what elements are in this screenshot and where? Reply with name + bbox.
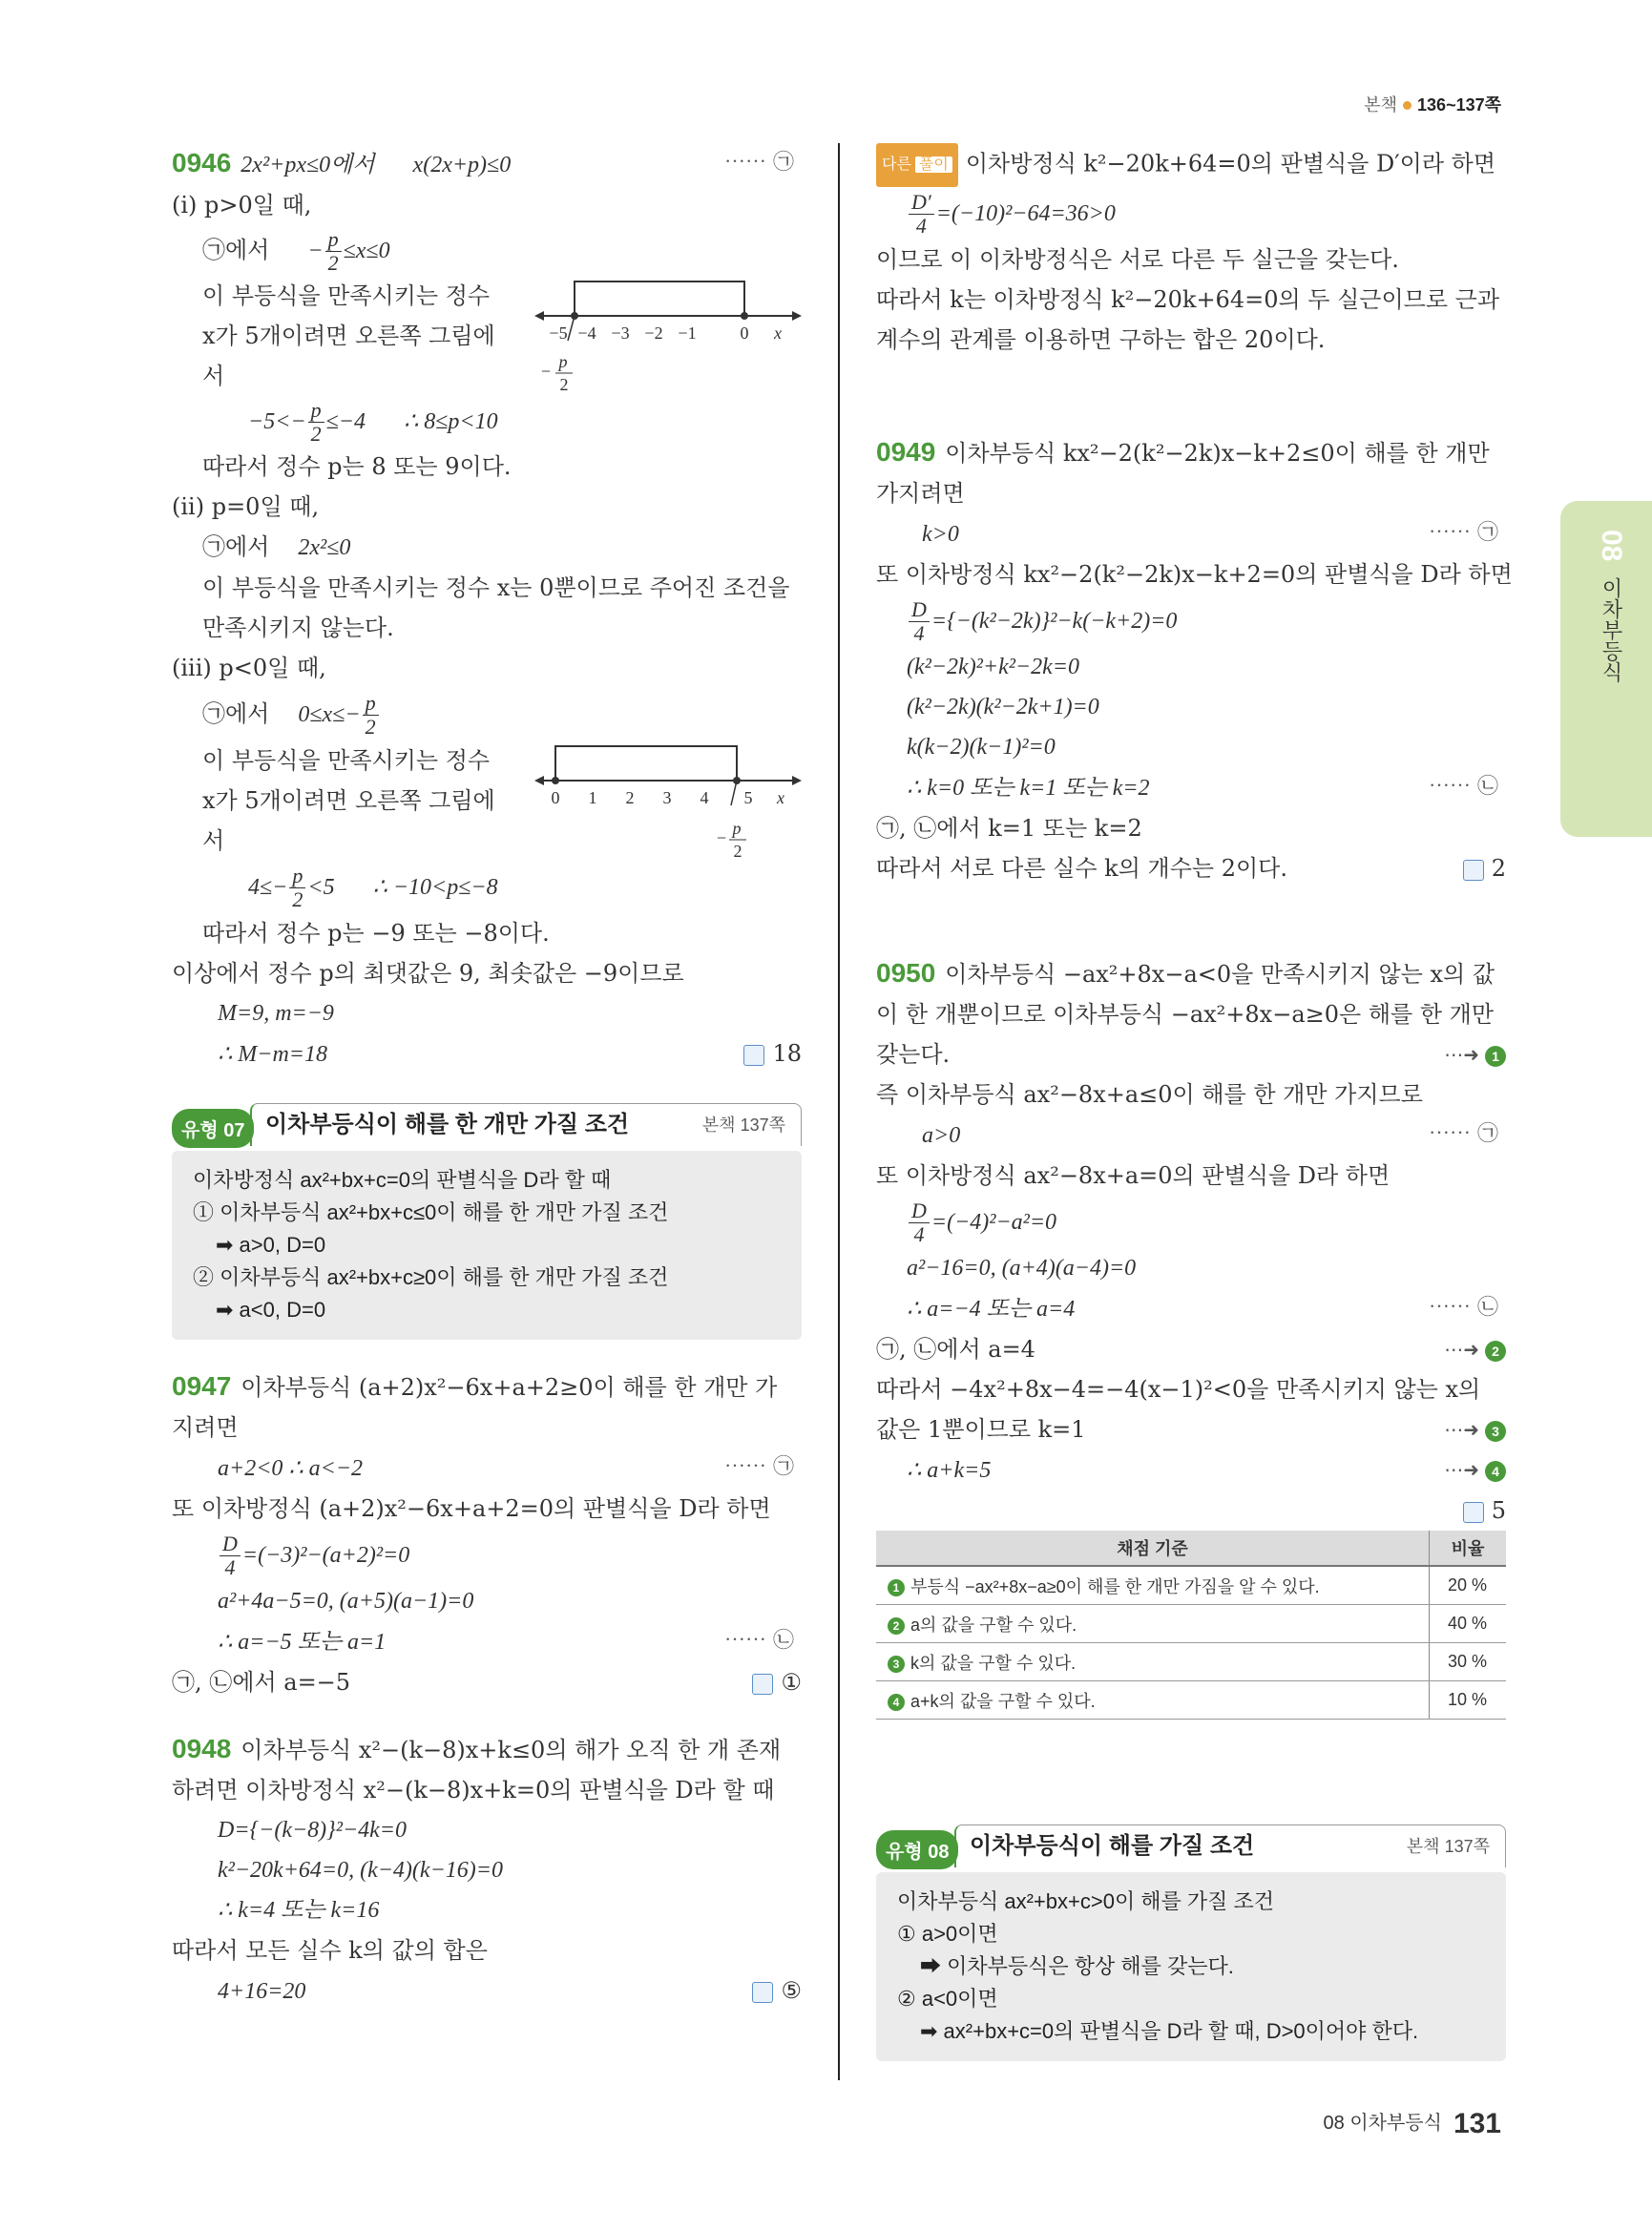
equation: =(−3)²−(a+2)²=0	[241, 1543, 410, 1568]
footer-chapter: 08 이차부등식	[1323, 2113, 1442, 2134]
text: 이 부등식을 만족시키는 정수	[202, 747, 491, 774]
fraction: $\frac{p}{2}$	[363, 692, 379, 739]
text: 값은 1뿐이므로 k=1	[876, 1416, 1086, 1443]
equation: −5<−	[248, 409, 306, 434]
text: 이차부등식 −ax²+8x−a<0을 만족시키지 않는 x의 값	[945, 961, 1495, 988]
text: 지려면	[172, 1414, 239, 1441]
problem-number: 0947	[172, 1371, 232, 1401]
equation: k²−20k+64=0, (k−4)(k−16)=0	[218, 1858, 503, 1883]
tick-label: −2	[644, 323, 663, 343]
type-tag: 유형 08	[876, 1830, 958, 1869]
text: 이 부등식을 만족시키는 정수	[202, 282, 491, 309]
marker: ⋯⋯ ㉠	[724, 151, 794, 175]
summary-line: ① a>0이면	[897, 1922, 998, 1946]
fraction: $\frac{p}{2}$	[325, 228, 342, 275]
fraction: $\frac{D}{4}$	[909, 1199, 930, 1246]
tick-label: 4	[700, 788, 709, 807]
fraction: $\frac{p}{2}$	[289, 865, 305, 911]
marker: ⋯⋯ ㉠	[1429, 1122, 1498, 1146]
tick-label: p	[558, 352, 568, 371]
marker: ⋯⋯ ㉠	[724, 1455, 794, 1479]
equation: a+2<0 ∴ a<−2	[218, 1456, 364, 1481]
text: 이차방정식 k²−20k+64=0의 판별식을 D′이라 하면	[965, 150, 1496, 177]
type-ref: 본책 137쪽	[1406, 1837, 1490, 1856]
number-line-1	[534, 272, 811, 406]
text: 만족시키지 않는다.	[202, 615, 394, 641]
scoring-table	[876, 1531, 1506, 1720]
problem-0950: 0950 이차부등식 −ax²+8x−a<0을 만족시키지 않는 x의 값 이 한 개뿐이므로 이차부등식 −ax²+8x−a≥0은 해를 한 개만 갖는다. ⋯➜ 1 즉 이차부등식 ax²−8x+a≤0이 해를 한 개만 가지므로 a>0 ⋯⋯ ㉠ 또 이차방정식 ax²−8x+a=0의 판별식을 D라 하면 $\frac{D}{4}$ =(−4)²−a²=0 a²−16=0, (a+4)(a−4)=0 ∴ a=−4 또는 a=4 ⋯⋯ ㉡ ㉠, ㉡에서 a=4 ⋯➜ 2 따라서 −4x²+8x−4=−4(x−1)²<0을 만족시키지 않는 x의 값은 1뿐이므로 k=1 ⋯➜ 3 ∴ a+k=5 ⋯➜ 4 5 채점 기준 비율 1 부등식 −ax²+8x−a≥0이 해를 한 개만 가짐을 알 수 있다. 20 % 2 a의 값을 구할 수 있다. 40 % 3 k의 값을 구할 수 있다. 30 % 4 a+k의 값을 구할 수 있다. 10 %	[876, 953, 1506, 1720]
marker: ⋯⋯ ㉡	[1429, 1296, 1498, 1320]
equation: x(2x+p)≤0	[412, 153, 512, 177]
step-marker: 3	[1485, 1421, 1506, 1442]
text: 하려면 이차방정식 x²−(k−8)x+k=0의 판별식을 D라 할 때	[172, 1777, 775, 1804]
problem-0948	[172, 1729, 802, 2012]
alternative-solution	[876, 143, 1506, 360]
text: 따라서 모든 실수 k의 값의 합은	[172, 1937, 488, 1964]
summary-line: 이차부등식 ax²+bx+c>0이 해를 가질 조건	[897, 1889, 1275, 1913]
text: 또 이차방정식 (a+2)x²−6x+a+2=0의 판별식을 D라 하면	[172, 1495, 771, 1522]
tick-label: −3	[611, 323, 630, 343]
text: ㉠에서	[202, 533, 270, 560]
equation: D={−(k−8)}²−4k=0	[218, 1818, 407, 1843]
tick-label: −	[716, 828, 727, 847]
table-header: 채점 기준	[876, 1531, 1430, 1566]
tick-label: 2	[559, 375, 569, 394]
text: x가 5개이려면 오른쪽 그림에	[202, 787, 495, 814]
equation: ∴ 8≤p<10	[403, 409, 498, 434]
text: 서	[202, 827, 225, 854]
text: 따라서 정수 p는 8 또는 9이다.	[202, 453, 512, 480]
text: 이차부등식 x²−(k−8)x+k≤0의 해가 오직 한 개 존재	[240, 1737, 782, 1763]
step-marker: 1	[1485, 1046, 1506, 1067]
tick-label: 0	[740, 323, 749, 343]
tick-label: −5	[549, 323, 568, 343]
text: 이차부등식 kx²−2(k²−2k)x−k+2≤0이 해를 한 개만	[945, 440, 1490, 467]
equation: ={−(k²−2k)}²−k(−k+2)=0	[931, 609, 1178, 634]
chapter-number: 08	[1596, 530, 1627, 562]
equation: k(k−2)(k−1)²=0	[907, 735, 1056, 760]
summary-line: ② 이차부등식 ax²+bx+c≥0이 해를 한 개만 가질 조건	[193, 1265, 669, 1289]
text: 이 한 개뿐이므로 이차부등식 −ax²+8x−a≥0은 해를 한 개만	[876, 1001, 1494, 1028]
tick-label: 5	[743, 788, 753, 807]
equation: a>0	[922, 1123, 961, 1148]
marker: ⋯⋯ ㉡	[1429, 775, 1498, 799]
left-column	[172, 143, 802, 2012]
equation: ∴ k=0 또는 k=1 또는 k=2	[907, 776, 1150, 801]
equation: <5	[307, 875, 335, 900]
equation: M=9, m=−9	[218, 1001, 334, 1026]
equation: 2x²+px≤0에서	[240, 153, 375, 177]
text: 이차부등식 (a+2)x²−6x+a+2≥0이 해를 한 개만 가	[240, 1374, 778, 1401]
page-number: 131	[1453, 2107, 1501, 2139]
type-title: 이차부등식이 해를 한 개만 가질 조건	[265, 1112, 630, 1137]
answer: 2	[1463, 848, 1506, 888]
case-label: (ii) p=0일 때,	[172, 493, 320, 520]
fraction: $\frac{p}{2}$	[308, 399, 324, 446]
equation: 0≤x≤−	[298, 702, 361, 727]
type-08-header	[876, 1824, 1506, 1872]
summary-line: ② a<0이면	[897, 1987, 998, 2011]
case-label: (iii) p<0일 때,	[172, 655, 326, 681]
problem-0949	[876, 432, 1513, 888]
equation: 2x²≤0	[298, 535, 351, 560]
equation: ≤−4	[325, 409, 366, 434]
number-line-2	[534, 735, 811, 868]
answer: 18	[743, 1033, 802, 1074]
tick-label: p	[732, 819, 742, 838]
equation: =(−4)²−a²=0	[931, 1210, 1057, 1235]
summary-line: 이차방정식 ax²+bx+c=0의 판별식을 D라 할 때	[193, 1168, 612, 1192]
problem-0946	[172, 143, 802, 1074]
text: 서	[202, 363, 225, 389]
problem-number: 0946	[172, 148, 232, 177]
table-header: 비율	[1430, 1531, 1507, 1566]
text: 이므로 이 이차방정식은 서로 다른 두 실근을 갖는다.	[876, 246, 1399, 273]
answer: 5	[1463, 1491, 1506, 1531]
fraction: $\frac{D}{4}$	[220, 1533, 240, 1579]
fraction: $\frac{D}{4}$	[909, 598, 930, 645]
text: 이 부등식을 만족시키는 정수 x는 0뿐이므로 주어진 조건을	[202, 574, 790, 601]
text: 계수의 관계를 이용하면 구하는 합은 20이다.	[876, 326, 1326, 353]
equation: 4≤−	[248, 875, 288, 900]
tick-label: 3	[662, 788, 672, 807]
type-07-summary	[172, 1151, 802, 1340]
answer: ①	[752, 1662, 802, 1702]
text: 이상에서 정수 p의 최댓값은 9, 최솟값은 −9이므로	[172, 960, 684, 987]
equation: k>0	[922, 522, 959, 547]
summary-line: ① 이차부등식 ax²+bx+c≤0이 해를 한 개만 가질 조건	[193, 1200, 669, 1224]
problem-0947	[172, 1366, 802, 1702]
equation: −	[307, 239, 324, 263]
text: ㉠에서	[202, 237, 270, 263]
text: 또 이차방정식 kx²−2(k²−2k)x−k+2=0의 판별식을 D라 하면	[876, 561, 1513, 588]
column-divider	[838, 143, 840, 2080]
text: 즉 이차부등식 ax²−8x+a≤0이 해를 한 개만 가지므로	[876, 1081, 1423, 1108]
step-marker: 4	[1485, 1461, 1506, 1482]
table-row: 4 a+k의 값을 구할 수 있다. 10 %	[876, 1681, 1506, 1720]
answer: ⑤	[752, 1970, 802, 2011]
tick-label: 0	[551, 788, 560, 807]
text: 가지려면	[876, 480, 965, 507]
type-tag: 유형 07	[172, 1109, 254, 1148]
text: 따라서 정수 p는 −9 또는 −8이다.	[202, 920, 550, 947]
chapter-side-tab	[1560, 501, 1652, 837]
summary-line: ➡ ax²+bx+c=0의 판별식을 D라 할 때, D>0이어야 한다.	[920, 2019, 1419, 2043]
text: 갖는다.	[876, 1041, 951, 1068]
problem-number: 0949	[876, 437, 936, 467]
text: 따라서 k는 이차방정식 k²−20k+64=0의 두 실근이므로 근과	[876, 286, 1500, 313]
equation: (k²−2k)²+k²−2k=0	[907, 655, 1079, 679]
text: 따라서 서로 다른 실수 k의 개수는 2이다.	[876, 855, 1287, 882]
summary-line: ➡ a>0, D=0	[216, 1233, 326, 1257]
tick-label: 2	[625, 788, 635, 807]
equation: ∴ a=−5 또는 a=1	[218, 1630, 387, 1655]
right-column	[876, 143, 1513, 2061]
table-row: 3 k의 값을 구할 수 있다. 30 %	[876, 1643, 1506, 1681]
equation: ≤x≤0	[343, 239, 390, 263]
type-title: 이차부등식이 해를 가질 조건	[970, 1833, 1255, 1859]
text: 따라서 −4x²+8x−4=−4(x−1)²<0을 만족시키지 않는 x의	[876, 1376, 1481, 1403]
equation: ∴ M−m=18	[218, 1042, 327, 1067]
text: ㉠, ㉡에서 a=4	[876, 1336, 1035, 1363]
problem-number: 0948	[172, 1734, 232, 1763]
tick-label: x	[777, 788, 784, 807]
table-row: 2 a의 값을 구할 수 있다. 40 %	[876, 1605, 1506, 1643]
summary-line: ➡ a<0, D=0	[216, 1298, 326, 1322]
text: ㉠에서	[202, 700, 270, 727]
tick-label: x	[774, 323, 782, 343]
step-marker: 2	[1485, 1341, 1506, 1362]
equation: a²+4a−5=0, (a+5)(a−1)=0	[218, 1589, 474, 1614]
page-footer	[1324, 2107, 1501, 2140]
text: ㉠, ㉡에서 a=−5	[172, 1669, 351, 1696]
text: 또 이차방정식 ax²−8x+a=0의 판별식을 D라 하면	[876, 1162, 1391, 1189]
type-07-header	[172, 1103, 802, 1151]
table-row: 1 부등식 −ax²+8x−a≥0이 해를 한 개만 가짐을 알 수 있다. 20 %	[876, 1566, 1506, 1605]
tick-label: 2	[733, 842, 742, 861]
alt-tag: 다른 풀이	[876, 143, 958, 187]
equation: (k²−2k)(k²−2k+1)=0	[907, 695, 1099, 719]
text: ㉠, ㉡에서 k=1 또는 k=2	[876, 815, 1142, 842]
equation: ∴ −10<p≤−8	[372, 875, 498, 900]
tick-label: 1	[588, 788, 597, 807]
equation: 4+16=20	[218, 1979, 306, 2004]
tick-label: −	[540, 362, 552, 381]
fraction: $\frac{D'}{4}$	[909, 191, 934, 238]
type-ref: 본책 137쪽	[701, 1116, 785, 1135]
page-reference: 본책 136~137쪽	[1364, 95, 1501, 115]
marker: ⋯⋯ ㉡	[724, 1629, 794, 1653]
chapter-title: 이차부등식	[1600, 577, 1623, 682]
problem-number: 0950	[876, 958, 936, 988]
equation: a²−16=0, (a+4)(a−4)=0	[907, 1256, 1137, 1281]
equation: ∴ a=−4 또는 a=4	[907, 1297, 1076, 1322]
marker: ⋯⋯ ㉠	[1429, 521, 1498, 545]
equation: =(−10)²−64=36>0	[935, 201, 1116, 226]
text: x가 5개이려면 오른쪽 그림에	[202, 323, 495, 349]
tick-label: −1	[678, 323, 697, 343]
tick-label: −4	[577, 323, 596, 343]
case-label: (i) p>0일 때,	[172, 192, 312, 219]
equation: ∴ a+k=5	[907, 1458, 992, 1483]
equation: ∴ k=4 또는 k=16	[218, 1898, 380, 1923]
summary-line: ➡ 이차부등식은 항상 해를 갖는다.	[920, 1954, 1234, 1978]
type-08-summary	[876, 1872, 1506, 2061]
